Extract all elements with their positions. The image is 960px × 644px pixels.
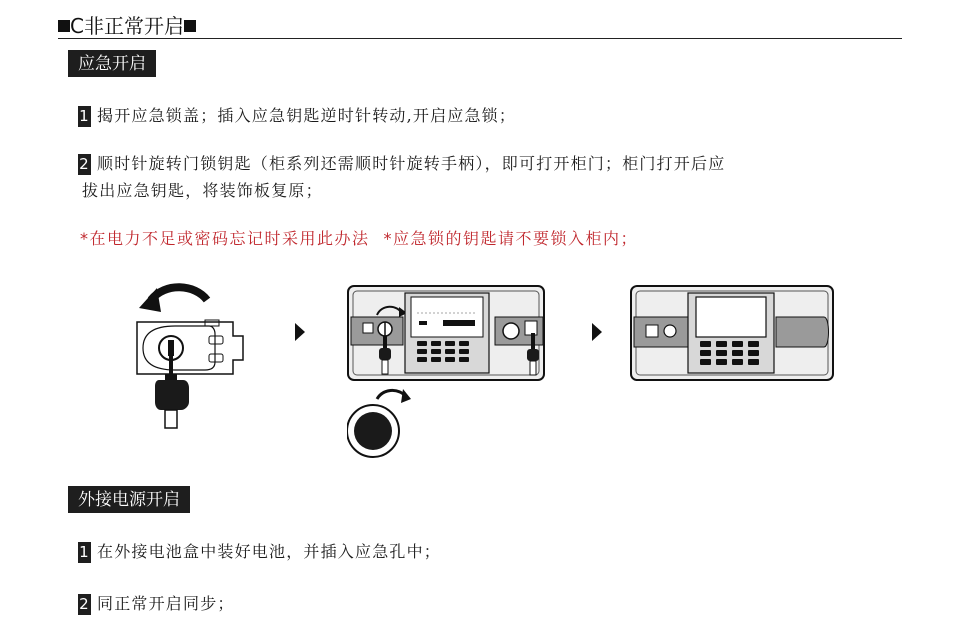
note-power: *在电力不足或密码忘记时采用此办法 — [80, 229, 370, 248]
warning-notes — [80, 226, 638, 249]
key-icon — [155, 380, 189, 410]
square-bullet-icon — [58, 20, 70, 32]
next-step-arrow-icon — [591, 322, 603, 342]
step-number: 1 — [79, 107, 90, 125]
emergency-step-1 — [78, 102, 516, 129]
step-text-continued: 拔出应急钥匙，将装饰板复原； — [82, 181, 323, 200]
step-number: 2 — [79, 155, 90, 173]
step-text: 揭开应急锁盖；插入应急钥匙逆时针转动,开启应急锁； — [97, 106, 517, 125]
safe-panel-open-illustration — [347, 285, 545, 463]
next-step-arrow-icon — [294, 322, 306, 342]
external-step-1 — [78, 538, 441, 565]
section-title-text: C非正常开启 — [70, 14, 184, 38]
step-number: 2 — [79, 595, 90, 613]
counterclockwise-arrow-icon — [151, 287, 207, 300]
emergency-lock-illustration — [125, 278, 250, 430]
emergency-step-2 — [78, 150, 898, 204]
safe-panel-closed-illustration — [630, 285, 834, 383]
step-text: 同正常开启同步； — [97, 594, 235, 613]
external-step-2 — [78, 590, 235, 617]
header-rule — [58, 38, 902, 39]
step-text: 在外接电池盒中装好电池，并插入应急孔中； — [97, 542, 442, 561]
step-text: 顺时针旋转门锁钥匙（柜系列还需顺时针旋转手柄），即可打开柜门；柜门打开后应 — [97, 154, 726, 173]
section-title — [58, 10, 196, 39]
step-number: 1 — [79, 543, 90, 561]
external-power-label: 外接电源开启 — [68, 486, 190, 513]
square-bullet-icon — [184, 20, 196, 32]
emergency-open-label: 应急开启 — [68, 50, 156, 77]
note-key: *应急锁的钥匙请不要锁入柜内； — [383, 229, 639, 248]
